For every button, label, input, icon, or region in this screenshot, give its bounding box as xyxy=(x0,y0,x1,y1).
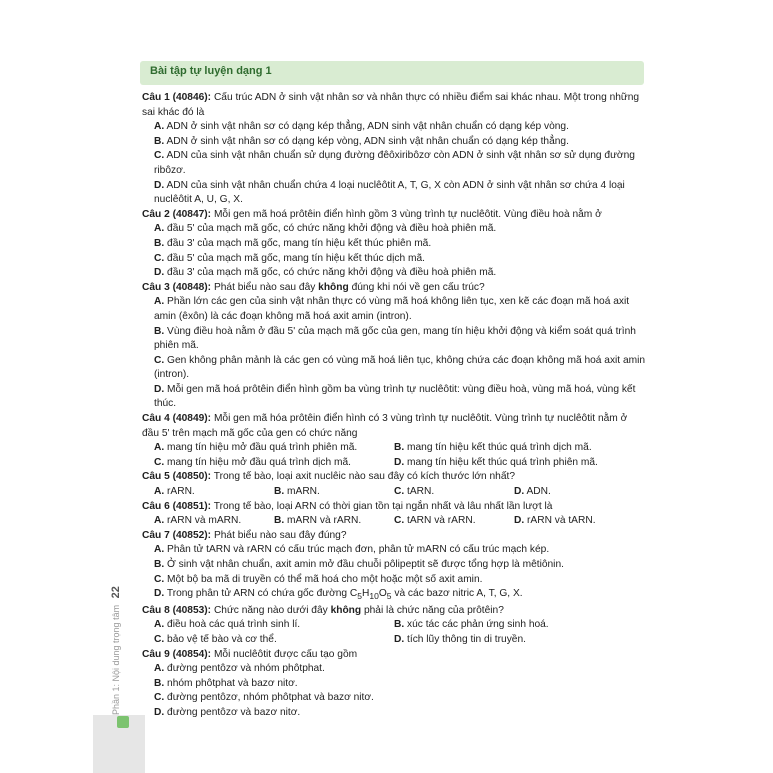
option-d: D. ADN. xyxy=(514,486,551,498)
question-5 xyxy=(142,470,647,485)
option-c: C. ADN của sinh vật nhân chuẩn sử dụng đường đêôxiribôzơ còn ADN ở sinh vật nhân sơ sử dụng đường ribôzơ. xyxy=(154,150,635,176)
question-text: Mỗi gen mã hóa prôtêin điển hình có 3 vùng trình tự nuclêôtit. Vùng trình tự nuclêôtit nằm ở đầu 5' trên mạch mã gốc của gen có chức năng xyxy=(142,413,628,439)
option-a: A. đầu 5' của mạch mã gốc, có chức năng khởi động và điều hoà phiên mã. xyxy=(154,223,497,235)
option-b: B. Vùng điều hoà nằm ở đầu 5' của mạch mã gốc của gen, mang tín hiệu khởi động và kiểm soát quá trình phiên mã. xyxy=(154,325,636,352)
options-row xyxy=(154,456,647,471)
question-number: Câu 3 (40848): xyxy=(142,281,212,293)
question-number: Câu 9 (40854): xyxy=(142,648,212,660)
option-b: B. mARN. xyxy=(274,486,320,498)
option-c: C. bảo vệ tế bào và cơ thể. xyxy=(154,634,277,645)
question-text: Phát biểu nào sau đây đúng? xyxy=(213,529,347,541)
option-b: B. nhóm phôtphat và bazơ nitơ. xyxy=(154,677,298,689)
question-9 xyxy=(142,648,647,663)
page-number: 22 xyxy=(110,586,122,599)
option-c: C. Một bộ ba mã di truyền có thể mã hoá cho một hoặc một số axit amin. xyxy=(154,573,483,585)
question-number: Câu 2 (40847): xyxy=(142,208,212,220)
option-c: C. tARN. xyxy=(394,486,435,498)
question-number: Câu 5 (40850): xyxy=(142,471,212,483)
option-b: B. đầu 3' của mạch mã gốc, mang tín hiệu kết thúc phiên mã. xyxy=(154,237,432,249)
options-row xyxy=(154,618,647,633)
section-header xyxy=(140,61,644,85)
side-running-header xyxy=(110,582,122,715)
question-6 xyxy=(142,500,647,515)
option-b: B. ADN ở sinh vật nhân sơ có dạng kép vòng, ADN sinh vật nhân chuẩn có dạng kép thẳng. xyxy=(154,135,569,147)
question-number: Câu 8 (40853): xyxy=(142,604,212,616)
page-marker-square xyxy=(117,716,129,728)
question-text: Mỗi gen mã hoá prôtêin điển hình gồm 3 vùng trình tự nuclêôtit. Vùng điều hoà nằm ở xyxy=(213,208,602,220)
options-row xyxy=(154,441,647,456)
option-a: A. điều hoà các quá trình sinh lí. xyxy=(154,619,301,631)
option-d: D. đường pentôzơ và bazơ nitơ. xyxy=(154,706,301,718)
option-d: D. Mỗi gen mã hoá prôtêin điển hình gồm ba vùng trình tự nuclêôtit: vùng điều hoà, vùng mã hoá, vùng kết thúc. xyxy=(154,383,636,410)
question-4 xyxy=(142,412,647,441)
option-c: C. đầu 5' của mạch mã gốc, mang tín hiệu kết thúc dịch mã. xyxy=(154,252,425,264)
option-c: C. Gen không phân mảnh là các gen có vùng mã hoá liên tục, không chứa các đoạn không mã hoá axit amin (intron). xyxy=(154,354,646,381)
option-b: B. mARN và rARN. xyxy=(274,515,362,527)
option-d: D. mang tín hiệu kết thúc quá trình phiên mã. xyxy=(394,456,598,468)
option-b: B. Ở sinh vật nhân chuẩn, axit amin mở đầu chuỗi pôlipeptit sẽ được tổng hợp là mêtiônin. xyxy=(154,559,564,570)
option-d: D. Trong phân tử ARN có chứa gốc đường $C_5H_{10}O_5$ và các bazơ nitric A, T, G, X. xyxy=(154,588,523,602)
question-text: Mỗi nuclêôtit được cấu tạo gồm xyxy=(213,648,358,660)
option-a: A. mang tín hiệu mở đầu quá trình phiên mã. xyxy=(154,442,358,454)
option-b: B. mang tín hiệu kết thúc quá trình dịch mã. xyxy=(394,442,592,454)
option-d: D. ADN của sinh vật nhân chuẩn chứa 4 loại nuclêôtit A, T, G, X còn ADN ở sinh vật nhân sơ chứa 4 loại nuclêôtit A, U, G, X. xyxy=(154,179,625,206)
question-1 xyxy=(142,91,647,120)
option-a: A. rARN và mARN. xyxy=(154,515,242,527)
question-7 xyxy=(142,529,647,544)
question-number: Câu 1 (40846): xyxy=(142,92,212,103)
option-c: C. đường pentôzơ, nhóm phôtphat và bazơ nitơ. xyxy=(154,692,374,704)
option-b: B. xúc tác các phản ứng sinh hoá. xyxy=(394,619,549,631)
question-2 xyxy=(142,208,647,223)
question-number: Câu 4 (40849): xyxy=(142,413,212,425)
option-a: A. Phần lớn các gen của sinh vật nhân thực có vùng mã hoá không liên tục, xen kẽ các đoạn mã hoá axit amin (êxôn) là các đoạn không mã hoá axit amin (intron). xyxy=(154,296,630,322)
question-8: Câu 8 (40853): Chức năng nào dưới đây không phải là chức năng của prôtêin? xyxy=(142,604,504,616)
question-3: Câu 3 (40848): Phát biểu nào sau đây không đúng khi nói về gen cấu trúc? xyxy=(142,281,485,293)
side-label: Phần 1: Nội dung trọng tâm xyxy=(111,604,121,715)
option-a: A. đường pentôzơ và nhóm phôtphat. xyxy=(154,663,325,675)
option-c: C. mang tín hiệu mở đầu quá trình dịch mã. xyxy=(154,456,351,468)
exercise-list xyxy=(142,91,647,721)
question-number: Câu 6 (40851): xyxy=(142,500,212,512)
question-number: Câu 7 (40852): xyxy=(142,529,212,541)
option-d: D. đầu 3' của mạch mã gốc, có chức năng khởi động và điều hoà phiên mã. xyxy=(154,267,497,279)
option-a: A. ADN ở sinh vật nhân sơ có dạng kép thẳng, ADN sinh vật nhân chuẩn có dạng kép vòng. xyxy=(154,121,569,133)
question-text: Cấu trúc ADN ở sinh vật nhân sơ và nhân thực có nhiều điểm sai khác nhau. Một trong những sai khác đó là xyxy=(142,92,640,118)
options-row xyxy=(154,514,647,529)
option-d: D. rARN và tARN. xyxy=(514,515,596,527)
options-row xyxy=(154,633,647,648)
option-c: C. tARN và rARN. xyxy=(394,515,476,527)
question-text: Trong tế bào, loại ARN có thời gian tồn tại ngắn nhất và lâu nhất lần lượt là xyxy=(213,500,553,512)
section-title: Bài tập tự luyện dạng 1 xyxy=(150,65,272,77)
option-a: A. Phân tử tARN và rARN có cấu trúc mạch đơn, phân tử mARN có cấu trúc mạch kép. xyxy=(154,544,550,556)
option-d: D. tích lũy thông tin di truyền. xyxy=(394,634,526,645)
options-row xyxy=(154,485,647,500)
option-a: A. rARN. xyxy=(154,486,195,498)
question-text: Trong tế bào, loại axit nuclêic nào sau đây có kích thước lớn nhất? xyxy=(213,471,516,483)
